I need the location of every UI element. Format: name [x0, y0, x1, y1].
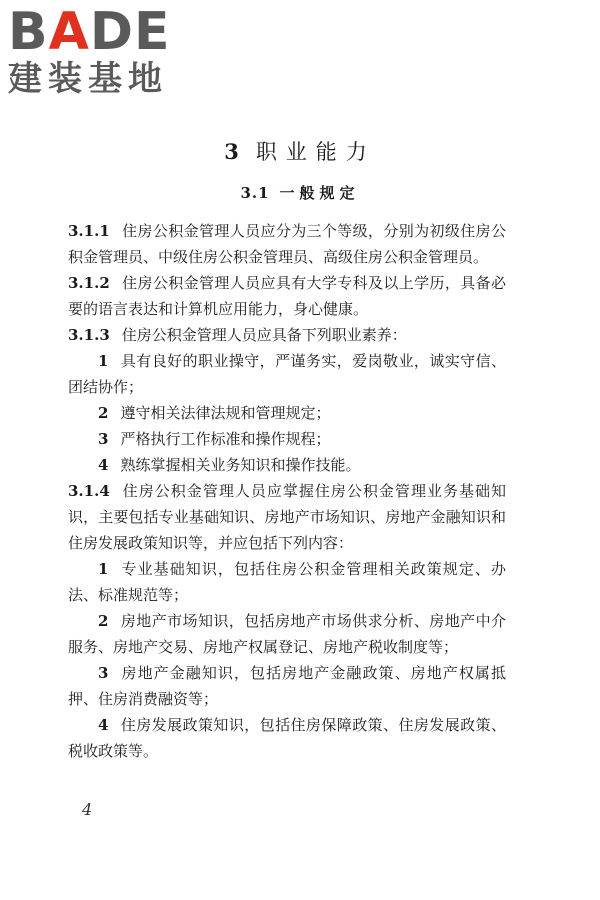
list-item [68, 660, 506, 712]
item-number: 1 [98, 560, 109, 578]
clause-text: 住房公积金管理人员应掌握住房公积金管理业务基础知识，主要包括专业基础知识、房地产市场知识、房地产金融知识和住房发展政策知识等，并应包括下列内容： [68, 482, 506, 552]
list-item [68, 712, 506, 764]
list-item [68, 426, 506, 452]
item-number: 2 [98, 404, 109, 422]
item-number: 4 [98, 716, 109, 734]
clause-3-1-4 [68, 478, 506, 556]
list-item [68, 608, 506, 660]
item-number: 3 [98, 430, 109, 448]
item-text: 房地产金融知识，包括房地产金融政策、房地产权属抵押、住房消费融资等； [68, 664, 506, 708]
section-title [0, 182, 600, 203]
section-number: 3.1 [240, 184, 270, 202]
clause-text: 住房公积金管理人员应分为三个等级，分别为初级住房公积金管理员、中级住房公积金管理员、高级住房公积金管理员。 [68, 222, 506, 266]
clause-number: 3.1.4 [68, 482, 110, 500]
item-text: 熟练掌握相关业务知识和操作技能。 [120, 456, 361, 474]
page-number: 4 [82, 800, 93, 819]
item-text: 严格执行工作标准和操作规程； [120, 430, 331, 448]
list-item [68, 348, 506, 400]
item-number: 4 [98, 456, 109, 474]
item-number: 3 [98, 664, 109, 682]
logo-letters-de: DE [89, 2, 171, 62]
section-title-text: 一般规定 [279, 184, 360, 202]
document-body [68, 218, 506, 764]
clause-3-1-2 [68, 270, 506, 322]
chapter-number: 3 [224, 139, 248, 164]
list-item [68, 556, 506, 608]
clause-text: 住房公积金管理人员应具备下列职业素养： [121, 326, 407, 344]
logo-wordmark [8, 4, 178, 60]
item-text: 遵守相关法律法规和管理规定； [120, 404, 331, 422]
list-item [68, 400, 506, 426]
clause-text: 住房公积金管理人员应具有大学专科及以上学历，具备必要的语言表达和计算机应用能力，身心健康。 [68, 274, 506, 318]
item-text: 具有良好的职业操守，严谨务实，爱岗敬业，诚实守信、团结协作； [68, 352, 506, 396]
logo-subtitle: 建装基地 [8, 59, 168, 99]
clause-number: 3.1.3 [68, 326, 110, 344]
item-text: 住房发展政策知识，包括住房保障政策、住房发展政策、税收政策等。 [68, 716, 506, 760]
clause-number: 3.1.2 [68, 274, 110, 292]
logo-letter-a: A [48, 2, 90, 62]
clause-3-1-1 [68, 218, 506, 270]
chapter-title [0, 136, 600, 166]
bade-logo [8, 4, 178, 100]
item-text: 房地产市场知识，包括房地产市场供求分析、房地产中介服务、房地产交易、房地产权属登记、房地产税收制度等； [68, 612, 506, 656]
item-number: 1 [98, 352, 109, 370]
item-text: 专业基础知识，包括住房公积金管理相关政策规定、办法、标准规范等； [68, 560, 506, 604]
clause-number: 3.1.1 [68, 222, 110, 240]
logo-letter-b: B [8, 2, 49, 62]
list-item [68, 452, 506, 478]
chapter-title-text: 职业能力 [255, 140, 376, 164]
clause-3-1-3 [68, 322, 506, 348]
item-number: 2 [98, 612, 109, 630]
